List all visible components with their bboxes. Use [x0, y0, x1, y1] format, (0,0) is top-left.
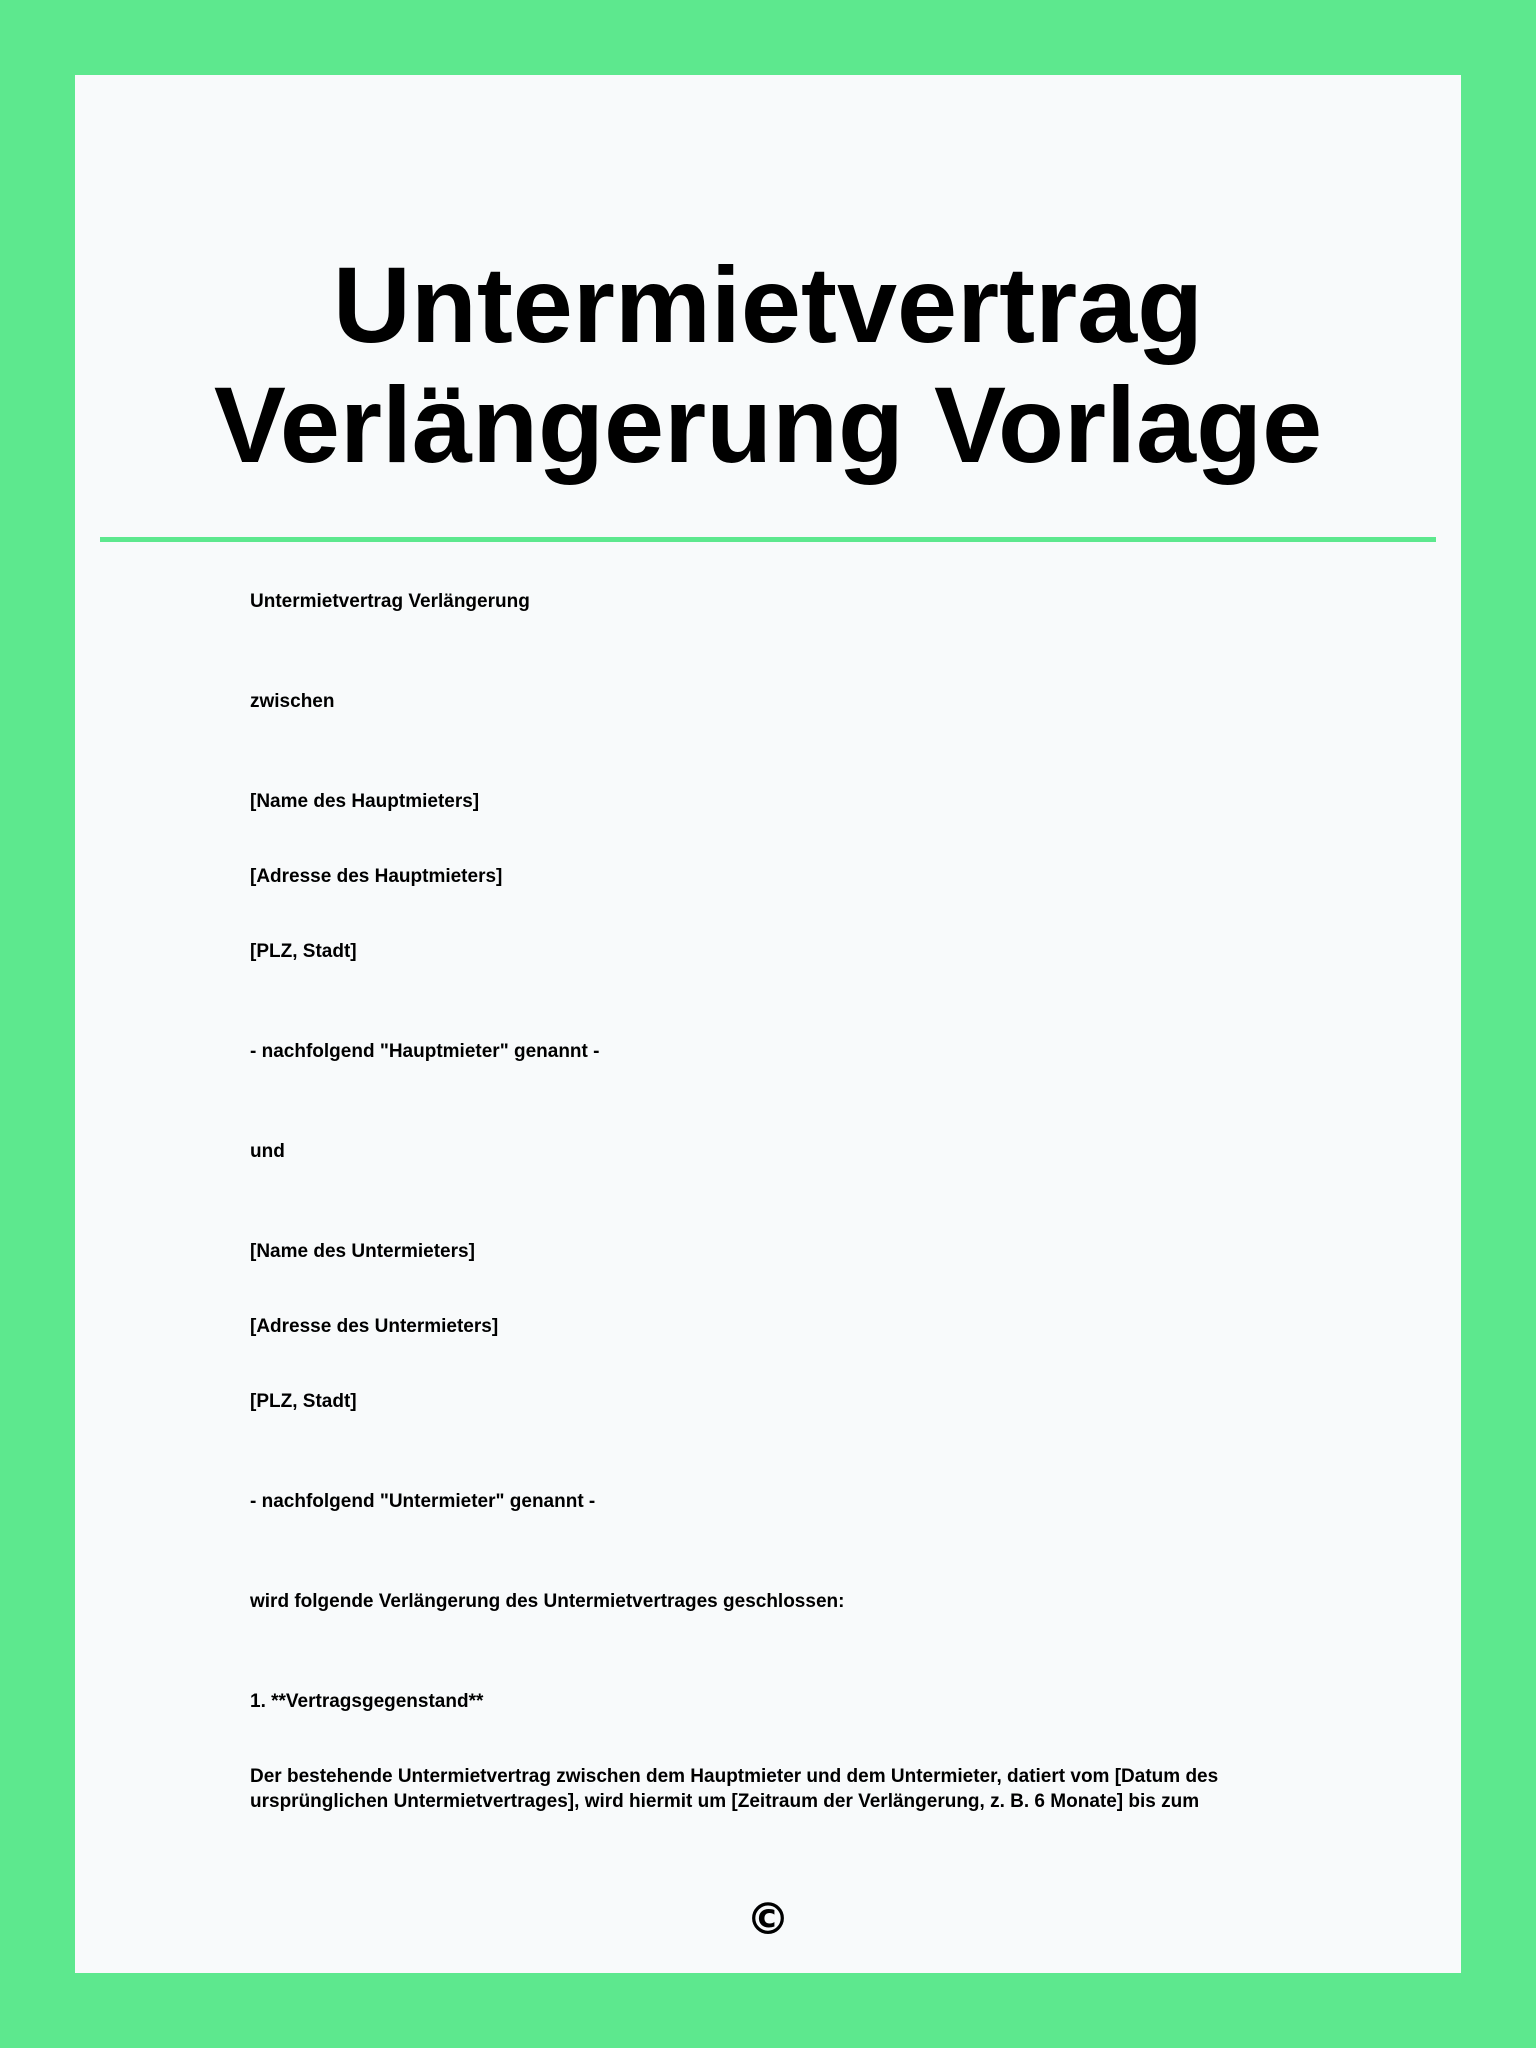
- document-title-line-1: Untermietvertrag: [332, 244, 1204, 365]
- heading-line: Untermietvertrag Verlängerung: [250, 591, 530, 612]
- title-divider: [100, 537, 1436, 542]
- text-line: und: [250, 1141, 285, 1162]
- text-line: [Name des Untermieters]: [250, 1241, 475, 1262]
- document-title-line-2: Verlängerung Vorlage: [213, 364, 1323, 485]
- text-line: - nachfolgend "Untermieter" genannt -: [250, 1491, 596, 1512]
- text-line: [Adresse des Hauptmieters]: [250, 866, 503, 887]
- text-line: [Name des Hauptmieters]: [250, 791, 480, 812]
- text-line: zwischen: [250, 691, 335, 712]
- section-heading: 1. **Vertragsgegenstand**: [250, 1691, 484, 1712]
- text-line: [Adresse des Untermieters]: [250, 1316, 499, 1337]
- text-line: [PLZ, Stadt]: [250, 941, 357, 962]
- paragraph: Der bestehende Untermietvertrag zwischen dem Hauptmieter und dem Untermieter, datiert vom [Datum des ursprünglichen Untermietvertrages], wird hiermit um [Zeitraum der Verlängerung, z. B. 6 Monate] bis zum: [250, 1766, 1219, 1812]
- copyright-icon: ©: [746, 1894, 790, 1945]
- text-line: [PLZ, Stadt]: [250, 1391, 357, 1412]
- text-line: - nachfolgend "Hauptmieter" genannt -: [250, 1041, 600, 1062]
- text-line: wird folgende Verlängerung des Untermietvertrages geschlossen:: [250, 1591, 845, 1612]
- document-page: [75, 75, 1461, 1973]
- document-title: [75, 245, 1461, 485]
